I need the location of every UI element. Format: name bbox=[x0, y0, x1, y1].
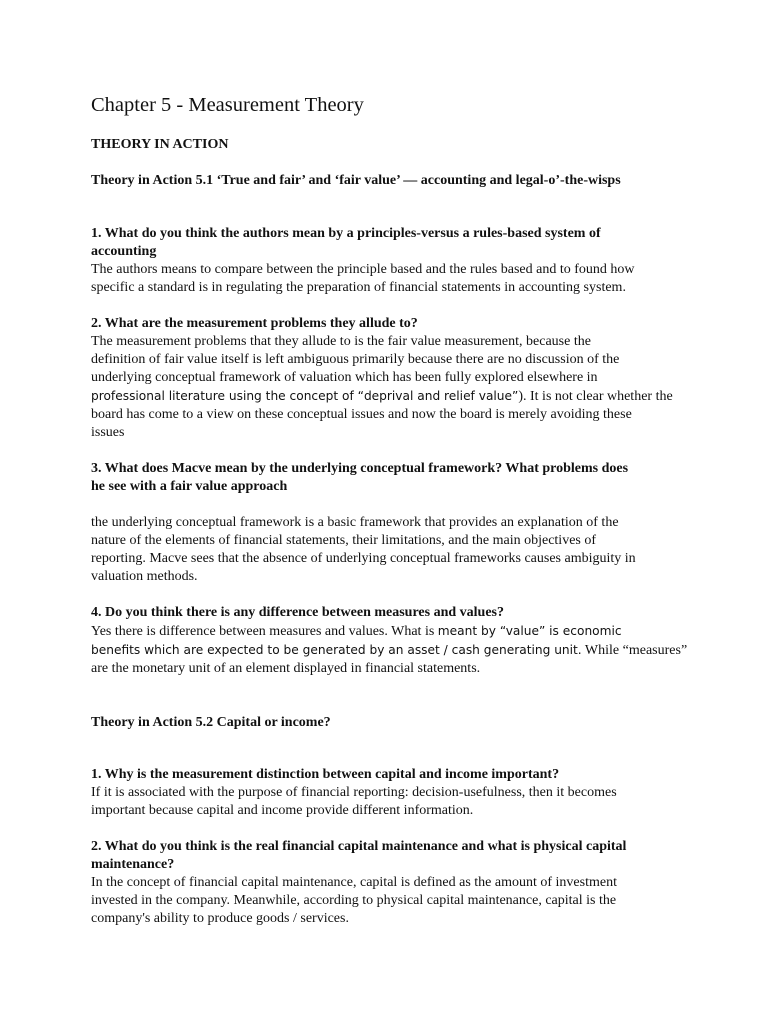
question-line: maintenance? bbox=[91, 857, 175, 872]
question-line: accounting bbox=[91, 244, 157, 259]
question-block-5-1-1 bbox=[91, 225, 691, 297]
answer-line: definition of fair value itself is left ambiguous primarily because there are no discussion of the bbox=[91, 352, 620, 367]
answer-line: valuation methods. bbox=[91, 569, 198, 584]
answer-fragment-sans: professional literature using the concept of “deprival and relief value” bbox=[91, 389, 519, 403]
answer-line: specific a standard is in regulating the preparation of financial statements in accounting system. bbox=[91, 280, 626, 295]
question-line: 2. What do you think is the real financial capital maintenance and what is physical capital bbox=[91, 839, 627, 854]
answer-line: company's ability to produce goods / services. bbox=[91, 911, 349, 926]
question-block-5-1-2 bbox=[91, 315, 691, 442]
answer-fragment: While “measures” bbox=[581, 643, 688, 658]
question-block-5-1-3 bbox=[91, 460, 691, 586]
theory-in-action-heading: THEORY IN ACTION bbox=[91, 137, 229, 152]
answer-line: nature of the elements of financial statements, their limitations, and the main objectives of bbox=[91, 533, 597, 548]
answer-line: The measurement problems that they allude to is the fair value measurement, because the bbox=[91, 334, 591, 349]
answer-line: board has come to a view on these conceptual issues and now the board is merely avoiding these bbox=[91, 407, 632, 422]
question-line: he see with a fair value approach bbox=[91, 479, 288, 494]
question-line: 1. What do you think the authors mean by a principles-versus a rules-based system of bbox=[91, 226, 601, 241]
question-line: 2. What are the measurement problems they allude to? bbox=[91, 316, 418, 331]
answer-fragment: Yes there is difference between measures and values. What is bbox=[91, 624, 438, 639]
answer-fragment: ). It is not clear whether the bbox=[518, 389, 673, 404]
question-line: 1. Why is the measurement distinction between capital and income important? bbox=[91, 767, 560, 782]
answer-line: underlying conceptual framework of valuation which has been fully explored elsewhere in bbox=[91, 370, 598, 385]
answer-line: are the monetary unit of an element displayed in financial statements. bbox=[91, 661, 481, 676]
question-block-5-2-2 bbox=[91, 838, 691, 928]
answer-fragment-sans: benefits which are expected to be generated by an asset / cash generating unit. bbox=[91, 643, 582, 657]
page-title: Chapter 5 - Measurement Theory bbox=[91, 94, 364, 116]
answer-line: If it is associated with the purpose of financial reporting: decision-usefulness, then it becomes bbox=[91, 785, 617, 800]
answer-line bbox=[91, 387, 691, 406]
question-line: 3. What does Macve mean by the underlying conceptual framework? What problems does bbox=[91, 461, 629, 476]
question-block-5-2-1 bbox=[91, 766, 691, 820]
answer-line: issues bbox=[91, 425, 125, 440]
section-5-2-heading: Theory in Action 5.2 Capital or income? bbox=[91, 715, 331, 730]
answer-line: the underlying conceptual framework is a basic framework that provides an explanation of the bbox=[91, 515, 619, 530]
answer-line bbox=[91, 641, 691, 660]
answer-line: invested in the company. Meanwhile, according to physical capital maintenance, capital is the bbox=[91, 893, 617, 908]
section-5-1-heading: Theory in Action 5.1 ‘True and fair’ and ‘fair value’ — accounting and legal-o’-the-wisps bbox=[91, 173, 621, 188]
document-page bbox=[91, 90, 691, 928]
question-line: 4. Do you think there is any difference between measures and values? bbox=[91, 605, 504, 620]
answer-line bbox=[91, 622, 691, 641]
answer-fragment-sans: meant by “value” is economic bbox=[437, 624, 622, 638]
answer-line: reporting. Macve sees that the absence of underlying conceptual frameworks causes ambiguity in bbox=[91, 551, 636, 566]
question-block-5-1-4 bbox=[91, 604, 691, 678]
answer-line: The authors means to compare between the principle based and the rules based and to found how bbox=[91, 262, 635, 277]
answer-line: important because capital and income provide different information. bbox=[91, 803, 474, 818]
answer-line: In the concept of financial capital maintenance, capital is defined as the amount of investment bbox=[91, 875, 617, 890]
